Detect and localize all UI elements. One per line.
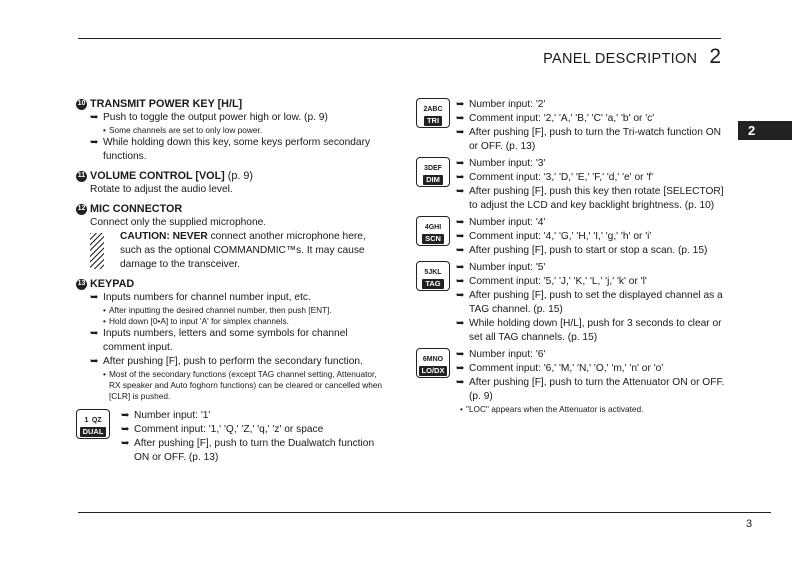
bottom-rule [78,512,771,513]
arrow-icon: ➥ [90,292,99,303]
key-5-icon: 5JKL TAG [416,261,450,291]
key-row-4 [416,216,726,258]
caution-label: CAUTION: NEVER [120,231,208,242]
bullet: ➥ Comment input: '5,' 'J,' 'K,' 'L,' 'j,' 'k' or 'l' [456,276,647,287]
bullet: ➥ Inputs numbers for channel number input, etc. [90,292,311,303]
caution-hatch-icon [90,233,104,269]
key-row-3 [416,157,726,213]
bullet: ➥ Number input: '4' [456,217,546,228]
key-row-2 [416,98,726,154]
page-header [543,45,721,69]
arrow-icon: ➥ [90,328,99,339]
key-5-description [456,261,726,345]
section-heading-mic: 12 MIC CONNECTOR [77,203,183,215]
top-rule [78,38,721,39]
note: • "LOC" appears when the Attenuator is activated. [460,404,644,414]
arrow-icon: ➥ [456,217,465,228]
bullet: ➥ Number input: '1' [121,410,211,421]
header-title: PANEL DESCRIPTION [543,51,698,67]
chapter-tab: 2 [738,121,792,140]
key-6-icon: 6MNO LO/DX [416,348,450,378]
section-heading-transmit-power: 10 TRANSMIT POWER KEY [H/L] [77,98,243,110]
arrow-icon: ➥ [456,276,465,287]
bullet: ➥ While holding down this key, some keys perform secondary functions. [90,137,371,162]
bullet: ➥ After pushing [F], push this key then rotate [SELECTOR] to adjust the LCD and key backlight brightness. (p. 10) [456,186,724,211]
section-heading-keypad: 13 KEYPAD [77,278,135,290]
arrow-icon: ➥ [90,112,99,123]
left-column [76,97,386,465]
bullet: ➥ Comment input: '3,' 'D,' 'E,' 'F,' 'd,' 'e' or 'f' [456,172,654,183]
note: • Some channels are set to only low power. [103,125,263,135]
caution-text: connect another microphone here, such as the optional COMMANDMIC™s. It may cause damage to the transceiver. [120,231,366,270]
bullet: ➥ Comment input: '2,' 'A,' 'B,' 'C' 'a,' 'b' or 'c' [456,113,655,124]
section-number-icon: 10 [76,99,87,110]
bullet: ➥ Push to toggle the output power high or low. (p. 9) [90,112,328,123]
arrow-icon: ➥ [456,127,465,138]
arrow-icon: ➥ [456,349,465,360]
section-heading-volume: 11 VOLUME CONTROL [VOL] (p. 9) [77,170,253,182]
arrow-icon: ➥ [456,318,465,329]
section-number-icon: 13 [76,279,87,290]
key-4-icon: 4GHI SCN [416,216,450,246]
key-2-icon: 2ABC TRI [416,98,450,128]
bullet: ➥ After pushing [F], push to start or stop a scan. (p. 15) [456,245,708,256]
mic-desc: Connect only the supplied microphone. [90,217,267,228]
key-row-5 [416,261,726,345]
arrow-icon: ➥ [121,410,130,421]
bullet: ➥ After pushing [F], push to turn the Tri-watch function ON or OFF. (p. 13) [456,127,721,152]
arrow-icon: ➥ [456,363,465,374]
right-column [416,98,726,418]
bullet: ➥ Comment input: '1,' 'Q,' 'Z,' 'q,' 'z' or space [121,424,324,435]
arrow-icon: ➥ [456,377,465,388]
bullet: ➥ Number input: '5' [456,262,546,273]
arrow-icon: ➥ [456,262,465,273]
bullet: ➥ After pushing [F], push to turn the Dualwatch function ON or OFF. (p. 13) [121,438,375,463]
volume-desc: Rotate to adjust the audio level. [90,184,233,195]
arrow-icon: ➥ [121,424,130,435]
bullet: ➥ Comment input: '6,' 'M,' 'N,' 'O,' 'm,' 'n' or 'o' [456,363,664,374]
arrow-icon: ➥ [456,113,465,124]
key-3-description [456,157,726,213]
arrow-icon: ➥ [121,438,130,449]
arrow-icon: ➥ [90,137,99,148]
key-2-description [456,98,726,154]
section-number-icon: 11 [76,171,87,182]
key-6-description [456,348,726,415]
arrow-icon: ➥ [456,231,465,242]
arrow-icon: ➥ [456,245,465,256]
arrow-icon: ➥ [456,290,465,301]
arrow-icon: ➥ [456,186,465,197]
note: • After inputting the desired channel number, then push [ENT]. [103,305,332,315]
note: • Most of the secondary functions (except TAG channel setting, Attenuator, RX speaker and Auto foghorn functions) can be cleared or cancelled when [CLR] is pushed. [103,369,383,401]
bullet: ➥ After pushing [F], push to set the displayed channel as a TAG channel. (p. 15) [456,290,723,315]
key-1-description [121,409,386,465]
key-4-description [456,216,726,258]
note: • Hold down [0•A] to input 'A' for simplex channels. [103,316,289,326]
bullet: ➥ Number input: '6' [456,349,546,360]
arrow-icon: ➥ [90,356,99,367]
bullet: ➥ Inputs numbers, letters and some symbols for channel comment input. [90,328,348,353]
chapter-number: 2 [709,45,721,68]
arrow-icon: ➥ [456,172,465,183]
bullet: ➥ After pushing [F], push to turn the Attenuator ON or OFF. (p. 9) [456,377,725,402]
bullet: ➥ While holding down [H/L], push for 3 seconds to clear or set all TAG channels. (p. 15) [456,318,722,343]
key-1-icon: 1 QZ DUAL [76,409,110,439]
bullet: ➥ After pushing [F], push to perform the secondary function. [90,356,363,367]
page-number: 3 [746,518,753,530]
key-row-6 [416,348,726,415]
bullet: ➥ Number input: '2' [456,99,546,110]
key-3-icon: 3DEF DIM [416,157,450,187]
arrow-icon: ➥ [456,99,465,110]
arrow-icon: ➥ [456,158,465,169]
caution-box [90,230,386,272]
bullet: ➥ Number input: '3' [456,158,546,169]
section-number-icon: 12 [76,204,87,215]
bullet: ➥ Comment input: '4,' 'G,' 'H,' 'I,' 'g,' 'h' or 'i' [456,231,652,242]
key-row-1 [76,409,386,465]
